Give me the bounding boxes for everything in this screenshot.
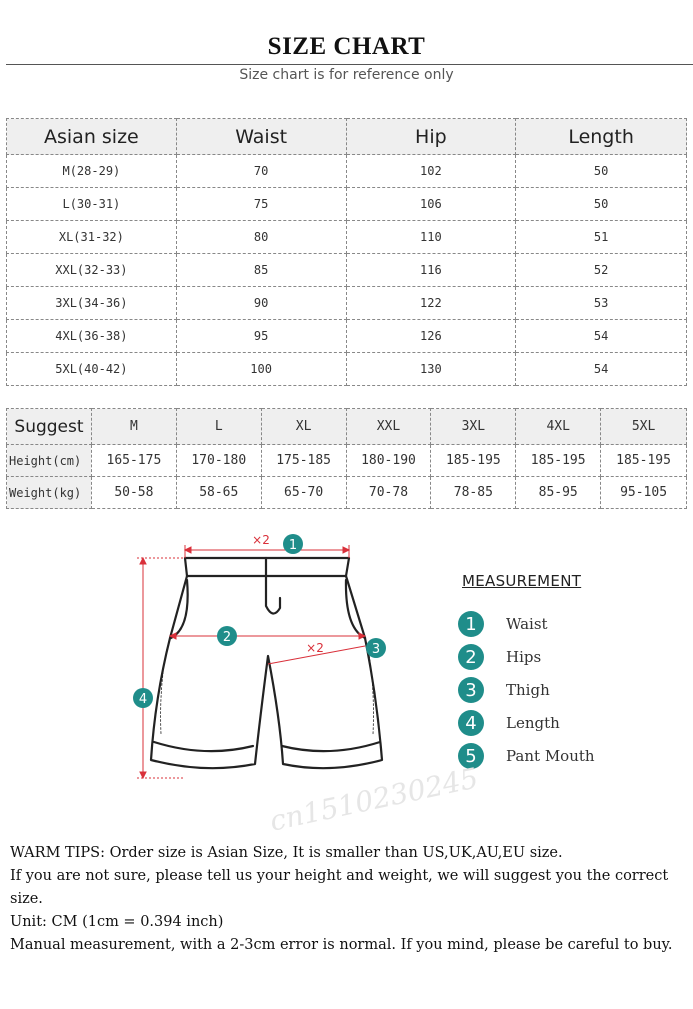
size-cell: 54	[516, 320, 687, 353]
size-cell: 126	[346, 320, 516, 353]
suggest-cell: 65-70	[261, 477, 346, 509]
size-cell: 53	[516, 287, 687, 320]
suggest-size-header: XL	[261, 409, 346, 445]
size-table-row	[7, 254, 687, 287]
suggest-row-label: Weight(kg)	[7, 477, 92, 509]
size-table-header-row	[7, 119, 687, 155]
number-badge: 4	[458, 710, 484, 736]
size-table-row	[7, 320, 687, 353]
suggest-cell: 70-78	[346, 477, 431, 509]
tip-line: If you are not sure, please tell us your height and weight, we will suggest you the correct size.	[10, 868, 669, 907]
svg-text:2: 2	[222, 630, 232, 645]
suggest-label: Suggest	[7, 409, 92, 445]
size-table-row	[7, 221, 687, 254]
size-cell: 106	[346, 188, 516, 221]
measurement-item	[458, 643, 541, 671]
size-cell: 102	[346, 155, 516, 188]
suggest-cell: 185-195	[431, 445, 516, 477]
suggest-cell: 95-105	[601, 477, 687, 509]
size-cell: 95	[176, 320, 346, 353]
measurement-label: Length	[506, 714, 560, 732]
size-cell: 75	[176, 188, 346, 221]
size-cell: 50	[516, 188, 687, 221]
measurement-label: Hips	[506, 648, 542, 666]
size-table-header: Length	[516, 119, 687, 155]
svg-text:3: 3	[371, 642, 381, 657]
number-badge: 5	[458, 743, 484, 769]
warm-tips	[10, 842, 686, 957]
suggest-cell: 85-95	[516, 477, 601, 509]
suggest-header-row	[7, 409, 687, 445]
suggest-size-header: 5XL	[601, 409, 687, 445]
suggest-cell: 185-195	[516, 445, 601, 477]
size-cell: L(30-31)	[7, 188, 177, 221]
size-table	[6, 118, 687, 386]
size-cell: 52	[516, 254, 687, 287]
suggest-cell: 165-175	[91, 445, 176, 477]
measurement-title: MEASUREMENT	[462, 572, 582, 590]
size-cell: XL(31-32)	[7, 221, 177, 254]
size-table-row	[7, 353, 687, 386]
size-table-row	[7, 287, 687, 320]
suggest-row-label: Height(cm)	[7, 445, 92, 477]
tip-line: Manual measurement, with a 2-3cm error is normal. If you mind, please be careful to buy.	[10, 937, 673, 953]
shorts-outline	[151, 558, 382, 768]
suggest-size-header: XXL	[346, 409, 431, 445]
suggest-cell: 58-65	[176, 477, 261, 509]
size-cell: 130	[346, 353, 516, 386]
measurement-item	[458, 709, 560, 737]
measurement-item	[458, 742, 595, 770]
page-subtitle: Size chart is for reference only	[239, 67, 454, 83]
measurement-item	[458, 676, 550, 704]
size-cell: M(28-29)	[7, 155, 177, 188]
measurement-label: Thigh	[506, 681, 550, 699]
marker-1	[283, 534, 303, 554]
number-badge: 2	[458, 644, 484, 670]
size-table-row	[7, 188, 687, 221]
size-cell: 5XL(40-42)	[7, 353, 177, 386]
size-cell: 85	[176, 254, 346, 287]
size-table-header: Asian size	[7, 119, 177, 155]
size-table-header: Waist	[176, 119, 346, 155]
number-badge: 1	[458, 611, 484, 637]
shorts-diagram	[125, 528, 395, 803]
suggest-size-header: 3XL	[431, 409, 516, 445]
size-cell: 116	[346, 254, 516, 287]
size-cell: 3XL(34-36)	[7, 287, 177, 320]
suggest-cell: 180-190	[346, 445, 431, 477]
size-table-row	[7, 155, 687, 188]
tip-line: WARM TIPS: Order size is Asian Size, It is smaller than US,UK,AU,EU size.	[10, 845, 563, 861]
watermark: cn1510230245	[266, 761, 481, 838]
size-cell: 51	[516, 221, 687, 254]
measure-lines	[137, 545, 365, 778]
size-cell: 100	[176, 353, 346, 386]
suggest-cell: 78-85	[431, 477, 516, 509]
size-cell: XXL(32-33)	[7, 254, 177, 287]
marker-2	[217, 626, 237, 646]
suggest-size-header: M	[91, 409, 176, 445]
tip-line: Unit: CM (1cm = 0.394 inch)	[10, 914, 224, 930]
size-cell: 54	[516, 353, 687, 386]
suggest-row-weight	[7, 477, 687, 509]
title-divider	[6, 64, 693, 65]
suggest-cell: 50-58	[91, 477, 176, 509]
measurement-label: Pant Mouth	[506, 747, 595, 765]
marker-3	[366, 638, 386, 658]
suggest-cell: 185-195	[601, 445, 687, 477]
number-badge: 3	[458, 677, 484, 703]
suggest-cell: 170-180	[176, 445, 261, 477]
suggest-size-header: L	[176, 409, 261, 445]
measurement-item	[458, 610, 548, 638]
thigh-times-label: ×2	[306, 641, 324, 655]
suggest-size-header: 4XL	[516, 409, 601, 445]
suggest-row-height	[7, 445, 687, 477]
page-title: SIZE CHART	[267, 33, 426, 60]
size-cell: 122	[346, 287, 516, 320]
svg-text:4: 4	[138, 692, 148, 707]
size-cell: 4XL(36-38)	[7, 320, 177, 353]
size-cell: 50	[516, 155, 687, 188]
measurement-label: Waist	[506, 615, 548, 633]
waist-times-label: ×2	[252, 533, 270, 547]
size-cell: 110	[346, 221, 516, 254]
suggest-table	[6, 408, 687, 509]
marker-4	[133, 688, 153, 708]
size-cell: 80	[176, 221, 346, 254]
size-table-header: Hip	[346, 119, 516, 155]
svg-text:1: 1	[288, 538, 298, 553]
size-cell: 70	[176, 155, 346, 188]
size-cell: 90	[176, 287, 346, 320]
suggest-cell: 175-185	[261, 445, 346, 477]
